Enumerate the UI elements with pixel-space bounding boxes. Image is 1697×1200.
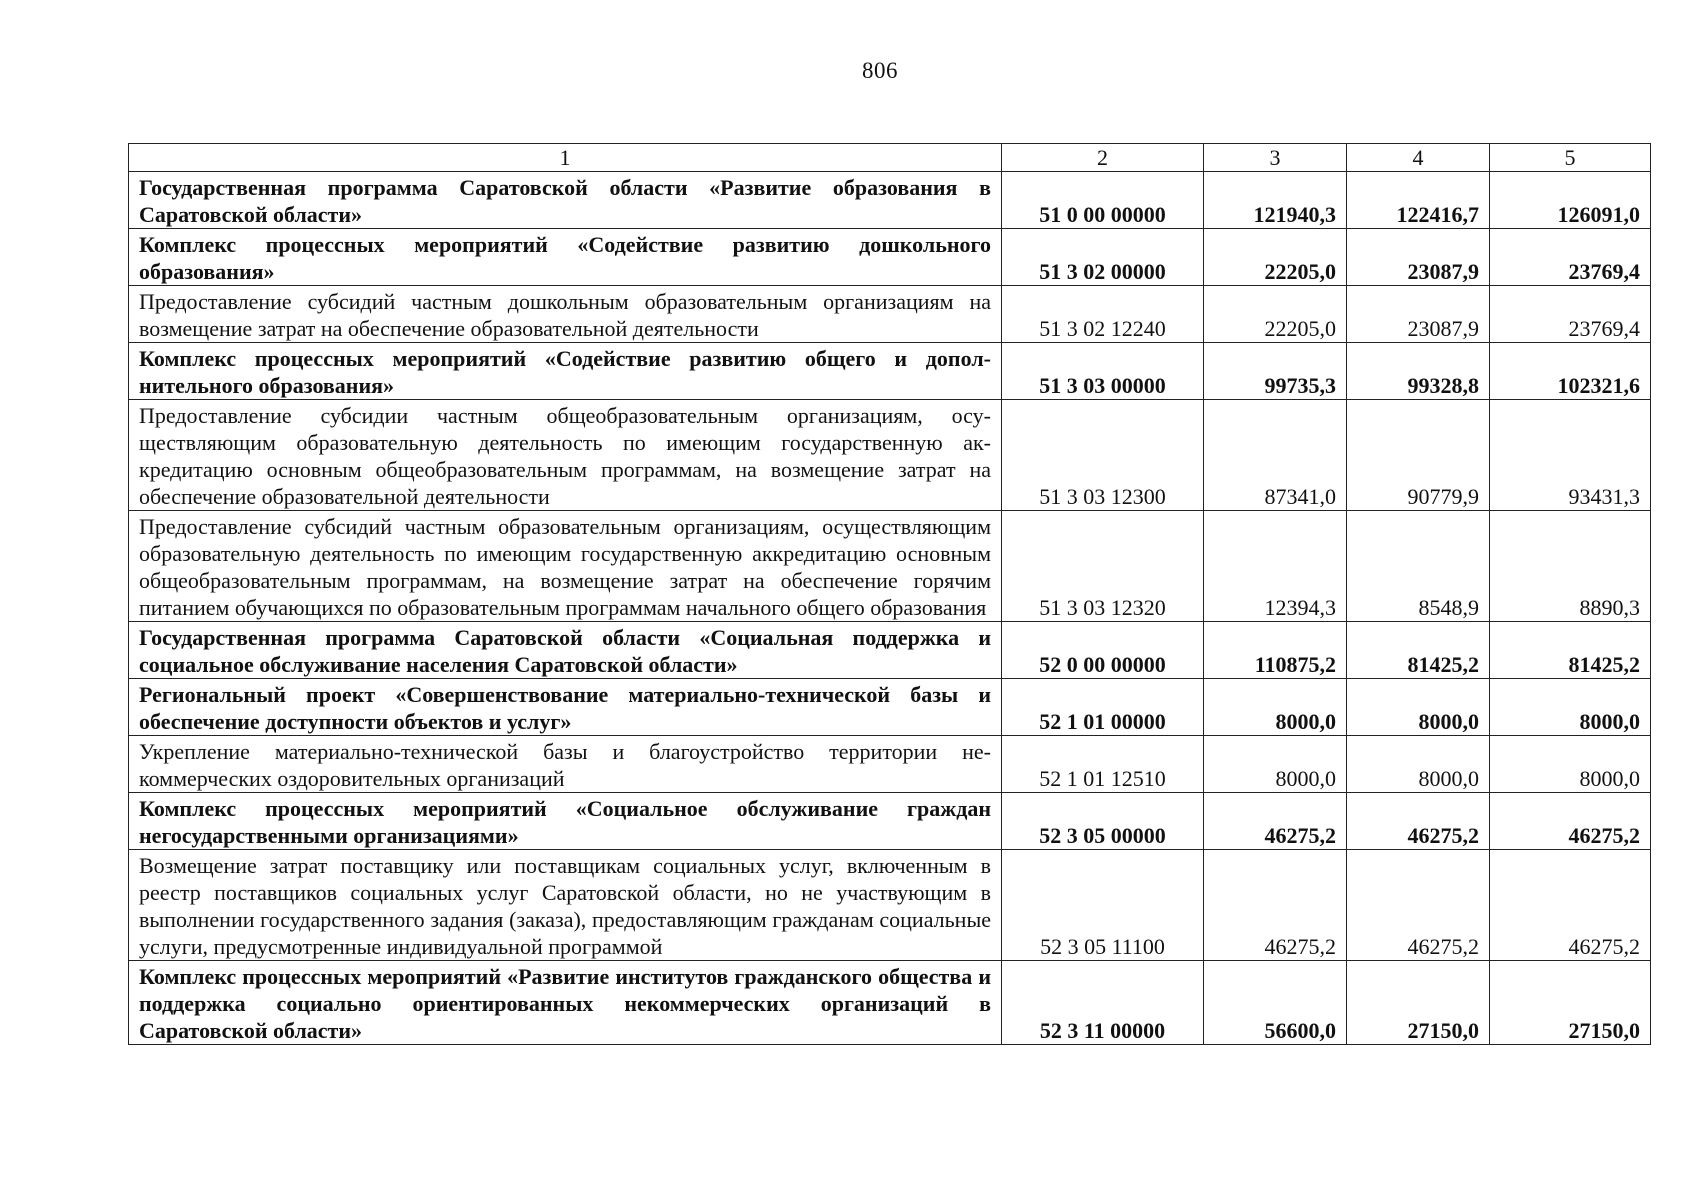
table-row (129, 286, 1651, 343)
row-value-col3-cell: 46275,2 (1204, 793, 1347, 850)
row-value-col4-cell: 8000,0 (1347, 679, 1490, 736)
table-row (129, 343, 1651, 400)
row-code-cell: 51 3 03 12320 (1002, 511, 1204, 622)
row-value-col5-cell: 23769,4 (1490, 286, 1651, 343)
table-row (129, 229, 1651, 286)
table-row (129, 850, 1651, 961)
row-value-col5-cell: 126091,0 (1490, 172, 1651, 229)
row-value-col4-cell: 23087,9 (1347, 229, 1490, 286)
row-name-cell: Возмещение затрат поставщику или поставщикам социальных услуг, включенным в реестр поставщиков социальных услуг Саратовской области, но не участвующим в выполнении государственного задания (заказа), предоставляющим гражданам социальные услуги, предусмотренные индивидуальной программой (129, 850, 1002, 961)
column-header-2: 2 (1002, 144, 1204, 172)
row-value-col4-cell: 122416,7 (1347, 172, 1490, 229)
row-code-cell: 51 3 03 12300 (1002, 400, 1204, 511)
table-row (129, 793, 1651, 850)
row-value-col3-cell: 22205,0 (1204, 286, 1347, 343)
table-row (129, 736, 1651, 793)
row-code-cell: 52 3 05 00000 (1002, 793, 1204, 850)
row-value-col4-cell: 27150,0 (1347, 961, 1490, 1045)
row-code-cell: 52 3 11 00000 (1002, 961, 1204, 1045)
table-row (129, 679, 1651, 736)
table-row (129, 172, 1651, 229)
row-name-cell: Комплекс процессных мероприятий «Развитие институтов гражданского общества и поддержка социально ориентированных некоммерческих организаций в Саратовской области» (129, 961, 1002, 1045)
row-value-col3-cell: 99735,3 (1204, 343, 1347, 400)
row-code-cell: 52 1 01 00000 (1002, 679, 1204, 736)
row-name-cell: Предоставление субсидий частным образовательным организациям, осуществляющим образовательную деятельность по имеющим государственную аккредитацию основным общеобразовательным программам, на возмещение затрат на обеспечение горячим питанием обучающихся по образовательным программам начального общего образования (129, 511, 1002, 622)
table-row (129, 511, 1651, 622)
row-name-cell: Предоставление субсидии частным общеобразовательным организациям, осуществляющим образовательную деятельность по имеющим государственную аккредитацию основным общеобразовательным программам, на возмещение затрат на обеспечение образовательной деятельности (129, 400, 1002, 511)
row-code-cell: 52 3 05 11100 (1002, 850, 1204, 961)
row-value-col3-cell: 110875,2 (1204, 622, 1347, 679)
row-value-col5-cell: 46275,2 (1490, 850, 1651, 961)
row-value-col4-cell: 8000,0 (1347, 736, 1490, 793)
row-name-cell: Государственная программа Саратовской области «Развитие образования в Саратовской области» (129, 172, 1002, 229)
row-value-col5-cell: 8000,0 (1490, 736, 1651, 793)
row-value-col5-cell: 27150,0 (1490, 961, 1651, 1045)
table-row (129, 622, 1651, 679)
row-name-cell: Государственная программа Саратовской области «Социальная поддержка и социальное обслуживание населения Саратовской области» (129, 622, 1002, 679)
row-code-cell: 51 3 02 12240 (1002, 286, 1204, 343)
row-name-cell: Укрепление материально-технической базы и благоустройство территории некоммерческих оздоровительных организаций (129, 736, 1002, 793)
row-value-col4-cell: 46275,2 (1347, 793, 1490, 850)
row-value-col4-cell: 8548,9 (1347, 511, 1490, 622)
column-header-3: 3 (1204, 144, 1347, 172)
row-value-col5-cell: 93431,3 (1490, 400, 1651, 511)
table-row (129, 400, 1651, 511)
row-name-cell: Предоставление субсидий частным дошкольным образовательным организациям на возмещение затрат на обеспечение образовательной деятельности (129, 286, 1002, 343)
row-value-col5-cell: 23769,4 (1490, 229, 1651, 286)
row-value-col3-cell: 121940,3 (1204, 172, 1347, 229)
header-row (129, 144, 1651, 172)
row-value-col5-cell: 102321,6 (1490, 343, 1651, 400)
row-code-cell: 51 3 03 00000 (1002, 343, 1204, 400)
row-value-col5-cell: 8000,0 (1490, 679, 1651, 736)
page-number: 806 (862, 58, 898, 83)
row-code-cell: 51 0 00 00000 (1002, 172, 1204, 229)
row-code-cell: 51 3 02 00000 (1002, 229, 1204, 286)
row-value-col4-cell: 90779,9 (1347, 400, 1490, 511)
row-name-cell: Комплекс процессных мероприятий «Содействие развитию дошкольного образования» (129, 229, 1002, 286)
row-value-col5-cell: 8890,3 (1490, 511, 1651, 622)
row-name-cell: Комплекс процессных мероприятий «Социальное обслуживание граждан негосударственными организациями» (129, 793, 1002, 850)
table-body (129, 172, 1651, 1045)
row-value-col3-cell: 8000,0 (1204, 736, 1347, 793)
column-header-5: 5 (1490, 144, 1651, 172)
row-value-col5-cell: 81425,2 (1490, 622, 1651, 679)
row-value-col3-cell: 22205,0 (1204, 229, 1347, 286)
row-value-col4-cell: 99328,8 (1347, 343, 1490, 400)
column-header-1: 1 (129, 144, 1002, 172)
table-row (129, 961, 1651, 1045)
row-value-col5-cell: 46275,2 (1490, 793, 1651, 850)
row-value-col3-cell: 56600,0 (1204, 961, 1347, 1045)
row-value-col3-cell: 12394,3 (1204, 511, 1347, 622)
row-value-col3-cell: 46275,2 (1204, 850, 1347, 961)
row-value-col3-cell: 8000,0 (1204, 679, 1347, 736)
row-code-cell: 52 0 00 00000 (1002, 622, 1204, 679)
row-value-col4-cell: 46275,2 (1347, 850, 1490, 961)
row-name-cell: Комплекс процессных мероприятий «Содействие развитию общего и дополнительного образования» (129, 343, 1002, 400)
row-value-col4-cell: 23087,9 (1347, 286, 1490, 343)
column-header-4: 4 (1347, 144, 1490, 172)
table-header (129, 144, 1651, 172)
row-value-col4-cell: 81425,2 (1347, 622, 1490, 679)
budget-table (128, 143, 1651, 1045)
row-name-cell: Региональный проект «Совершенствование материально-технической базы и обеспечение доступности объектов и услуг» (129, 679, 1002, 736)
row-value-col3-cell: 87341,0 (1204, 400, 1347, 511)
row-code-cell: 52 1 01 12510 (1002, 736, 1204, 793)
